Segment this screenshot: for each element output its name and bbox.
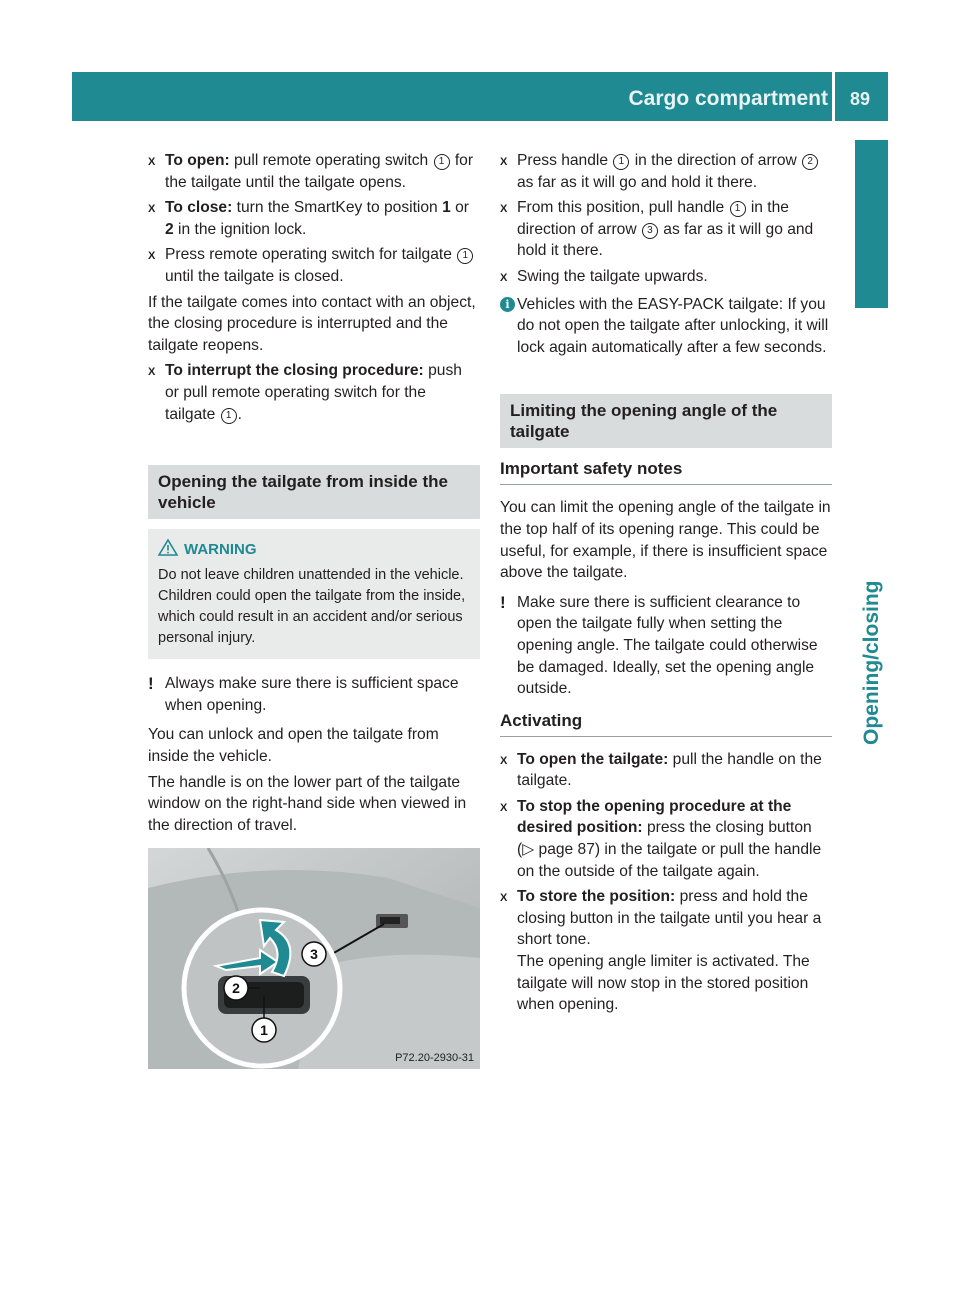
position-number: 1 — [442, 199, 451, 217]
header-divider — [832, 72, 835, 121]
contact-paragraph: If the tailgate comes into contact with an object, the closing procedure is interrupted and the tailgate reopens. — [148, 293, 476, 354]
warning-heading — [158, 539, 472, 560]
step-arrow-icon: X — [500, 156, 508, 168]
step-text: as far as it will go and hold it there. — [517, 173, 758, 191]
limit-paragraph: You can limit the opening angle of the tailgate in the top half of its opening range. This could be useful, for example, if there is insufficient space above the tailgate. — [500, 499, 831, 582]
callout-number: 2 — [802, 154, 818, 170]
section-heading-limiting: Limiting the opening angle of the tailgate — [500, 394, 832, 448]
step-interrupt — [148, 360, 480, 425]
step-text: pull remote operating switch — [229, 152, 433, 169]
step-text: From this position, pull handle — [517, 199, 729, 217]
step-store-position — [500, 886, 832, 1016]
step-stop-opening — [500, 796, 832, 882]
right-column — [500, 150, 832, 1020]
step-text: until the tailgate is closed. — [165, 267, 344, 285]
info-note — [500, 294, 832, 359]
step-text: Swing the tailgate upwards. — [517, 267, 708, 285]
note-text: Make sure there is sufficient clearance to open the tailgate fully when setting the opening angle. The tailgate could otherwise be damaged. Ideally, set the opening angle outside. — [517, 593, 818, 698]
warning-text: Do not leave children unattended in the vehicle. Children could open the tailgate from the inside, which could result in an accident and/or serious personal injury. — [158, 567, 466, 647]
step-text: in the direction of arrow — [630, 152, 802, 169]
side-tab-label: Opening/closing — [860, 580, 883, 745]
step-text: ) in the tailgate or pull the handle on the outside of the tailgate again. — [517, 841, 822, 880]
step-bold-label: To store the position: — [517, 888, 676, 906]
step-text: as far as it will go and hold it there. — [517, 220, 814, 260]
step-arrow-icon: X — [148, 203, 156, 216]
warning-triangle-icon — [158, 539, 178, 556]
step-text: in the direction of arrow — [517, 199, 789, 238]
tailgate-handle-figure — [148, 848, 480, 1069]
callout-number: 1 — [221, 408, 237, 424]
step-text: pull the handle on the tailgate. — [517, 750, 822, 790]
page-title: Cargo compartment — [628, 87, 828, 110]
callout-number: 1 — [730, 201, 746, 217]
info-text: Vehicles with the EASY-PACK tailgate: If you do not open the tailgate after unlocking, it will lock again automatically after a few seconds. — [517, 295, 829, 356]
callout-2-label: 2 — [232, 980, 240, 996]
step-text: in the ignition lock. — [173, 220, 307, 238]
step-press-handle — [500, 150, 832, 193]
step-open-tailgate — [500, 749, 832, 792]
exclamation-icon: ! — [148, 674, 154, 694]
step-arrow-icon: X — [500, 754, 508, 767]
step-bold-label: To open: — [165, 152, 230, 169]
step-close — [148, 197, 480, 240]
step-text: press and hold the closing button in the tailgate until you hear a short tone. — [517, 888, 822, 949]
step-bold-label: To stop the opening procedure at the desired position: — [517, 797, 792, 837]
step-open — [148, 150, 480, 193]
step-swing — [500, 266, 832, 288]
position-number: 2 — [165, 220, 174, 238]
subhead-safety: Important safety notes — [500, 458, 832, 485]
unlock-paragraph: You can unlock and open the tailgate from inside the vehicle. — [148, 726, 439, 765]
step-arrow-icon: X — [148, 156, 156, 168]
step-text: Press handle — [517, 152, 613, 169]
callout-number: 1 — [434, 154, 450, 170]
warning-box — [148, 529, 480, 659]
callout-number: 3 — [642, 223, 658, 239]
step-text: push or pull remote operating switch for the tailgate — [165, 362, 462, 423]
note-text: Always make sure there is sufficient space when opening. — [165, 675, 459, 714]
callout-number: 1 — [613, 154, 629, 170]
callout-3-label: 3 — [310, 946, 318, 962]
step-arrow-icon: X — [148, 250, 156, 263]
subhead-activating: Activating — [500, 710, 832, 737]
step-pull-handle — [500, 197, 832, 262]
callout-1-label: 1 — [260, 1022, 268, 1038]
step-text: or — [450, 199, 469, 217]
step-bold-label: To interrupt the closing procedure: — [165, 362, 424, 380]
page-reference-link[interactable]: ▷ page 87 — [522, 841, 595, 859]
step-text: for the tailgate until the tailgate opens. — [165, 152, 474, 191]
exclamation-icon: ! — [500, 592, 506, 612]
page-number: 89 — [849, 89, 871, 109]
step-bold-label: To close: — [165, 199, 233, 217]
note — [148, 673, 480, 716]
side-tab-block — [855, 140, 888, 308]
step-text: turn the SmartKey to position — [232, 199, 443, 217]
figure-illustration — [148, 848, 480, 1069]
note — [500, 592, 832, 700]
handle-paragraph: The handle is on the lower part of the tailgate window on the right-hand side when viewed in the direction of travel. — [148, 773, 467, 834]
step-arrow-icon: X — [500, 892, 508, 905]
step-text: Press remote operating switch for tailgate — [165, 246, 457, 264]
info-icon: i — [500, 297, 515, 312]
callout-number: 1 — [457, 248, 473, 264]
step-text: press the closing button ( — [517, 819, 812, 859]
section-heading-inside: Opening the tailgate from inside the vehicle — [148, 465, 480, 519]
step-press-switch — [148, 244, 480, 287]
warning-title: WARNING — [184, 541, 257, 559]
step-arrow-icon: X — [500, 203, 508, 216]
step-arrow-icon: X — [500, 271, 508, 284]
step-arrow-icon: X — [500, 801, 508, 814]
step-bold-label: To open the tailgate: — [517, 750, 669, 768]
step-arrow-icon: X — [148, 366, 156, 379]
step-text: . — [237, 405, 242, 423]
figure-code-label: P72.20-2930-31 — [395, 1052, 474, 1064]
left-column — [148, 150, 480, 840]
step-result-text: The opening angle limiter is activated. The tailgate will now stop in the stored position when opening. — [517, 953, 810, 1014]
